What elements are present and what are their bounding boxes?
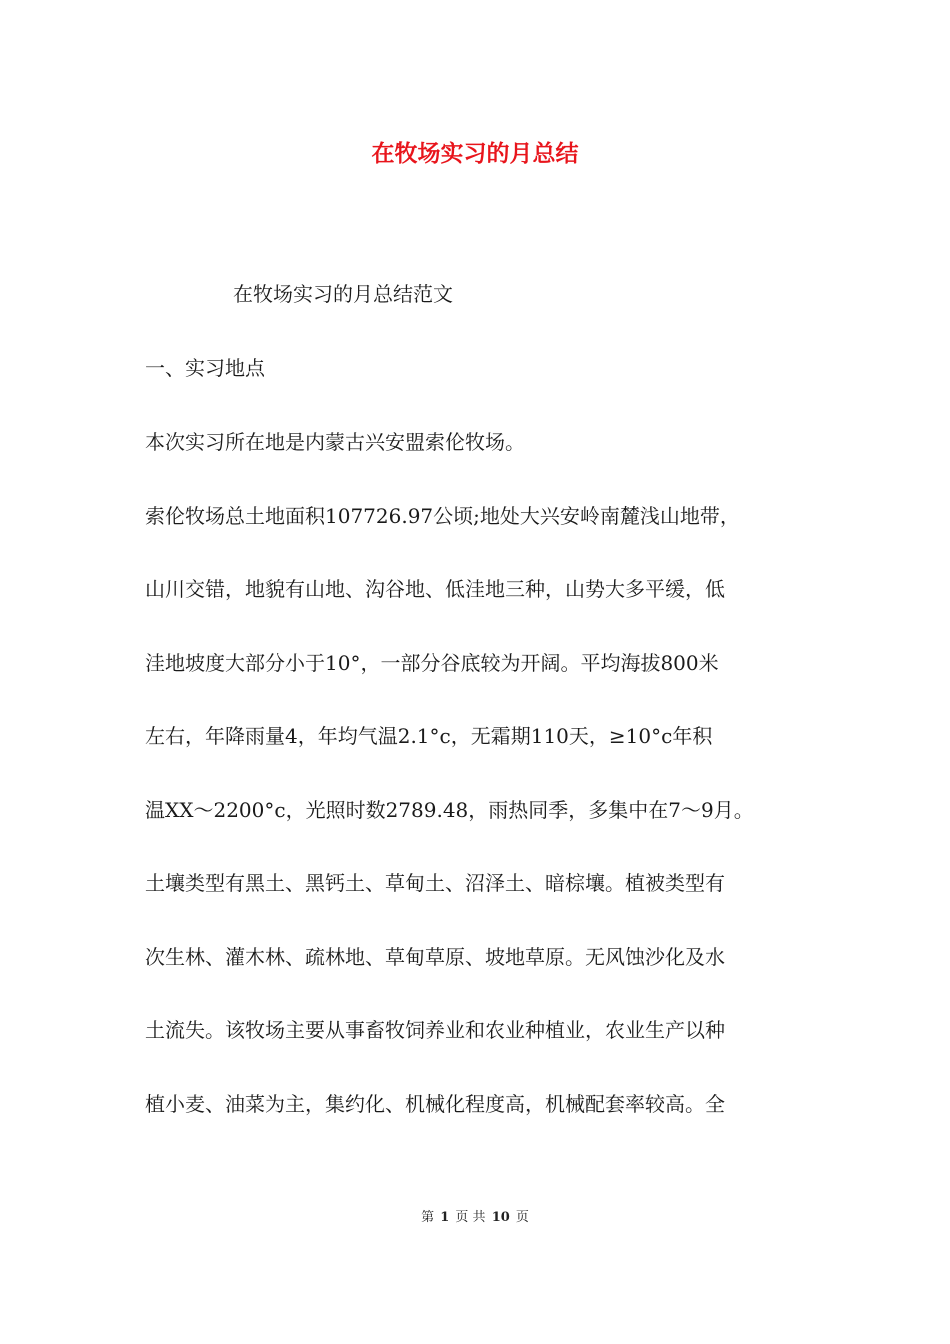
text-line: 本次实习所在地是内蒙古兴安盟索伦牧场。 <box>145 430 525 454</box>
footer-prefix: 第 <box>421 1210 435 1225</box>
section-heading: 一、实习地点 <box>145 356 265 380</box>
page-footer <box>0 1208 950 1228</box>
text-line: 左右，年降雨量4，年均气温2.1°c，无霜期110天，≥10°c年积 <box>145 724 713 748</box>
footer-suffix: 页 <box>515 1210 529 1225</box>
document-subtitle: 在牧场实习的月总结范文 <box>233 282 453 306</box>
body-text <box>145 426 825 1161</box>
text-line: 次生林、灌木林、疏林地、草甸草原、坡地草原。无风蚀沙化及水 <box>145 944 725 969</box>
text-line: 温XX～2200°c，光照时数2789.48，雨热同季，多集中在7～9月。 <box>145 797 754 822</box>
footer-middle: 页 共 <box>455 1210 486 1225</box>
text-line: 植小麦、油菜为主，集约化、机械化程度高，机械配套率较高。全 <box>145 1091 725 1116</box>
current-page-number: 1 <box>440 1210 450 1225</box>
text-line: 索伦牧场总土地面积107726.97公顷;地处大兴安岭南麓浅山地带， <box>145 503 740 528</box>
text-line: 山川交错，地貌有山地、沟谷地、低洼地三种，山势大多平缓，低 <box>145 577 725 601</box>
text-line: 洼地坡度大部分小于10°，一部分谷底较为开阔。平均海拔800米 <box>145 650 719 675</box>
total-pages-number: 10 <box>491 1210 510 1225</box>
document-title: 在牧场实习的月总结 <box>371 141 579 167</box>
text-line: 土壤类型有黑土、黑钙土、草甸土、沼泽土、暗棕壤。植被类型有 <box>145 871 725 895</box>
text-line: 土流失。该牧场主要从事畜牧饲养业和农业种植业，农业生产以种 <box>145 1018 725 1042</box>
